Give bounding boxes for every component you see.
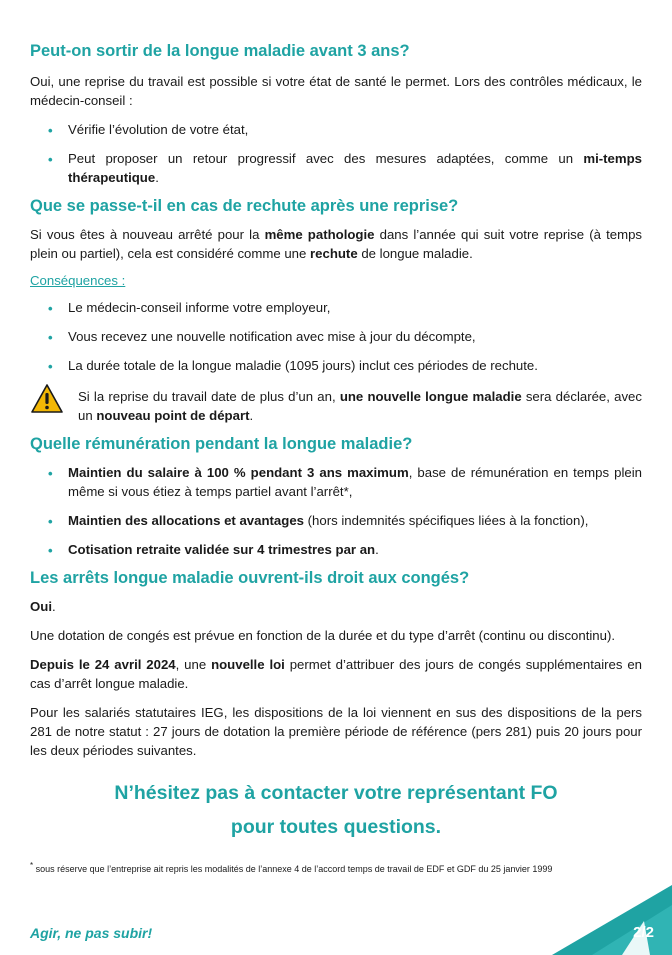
- cta-line-2: pour toutes questions.: [230, 816, 442, 838]
- bullet-icon: •: [48, 301, 53, 316]
- footnote: * sous réserve que l’entreprise ait repris les modalités de l’annexe 4 de l’accord temps de travail de EDF et GDF du 25 janvier 1999: [30, 861, 553, 874]
- section1-list: [30, 120, 642, 187]
- section4-paragraph-3: Pour les salariés statutaires IEG, les dispositions de la loi viennent en sus des dispositions de la pers 281 de notre statut : 27 jours de dotation la première période de référence (pers 281) puis 20 jours pour les deux périodes suivantes.: [30, 705, 642, 758]
- bullet-icon: •: [48, 466, 53, 481]
- warning-icon: [30, 383, 64, 415]
- section2-paragraph: Si vous êtes à nouveau arrêté pour la même pathologie dans l’année qui suit votre reprise (à temps plein ou partiel), cela est considéré comme une rechute de longue maladie.: [30, 227, 642, 261]
- warning-note: Si la reprise du travail date de plus d’un an, une nouvelle longue maladie sera déclarée, avec un nouveau point de départ.: [30, 387, 642, 425]
- section-title-sortir: Peut-on sortir de la longue maladie avant 3 ans?: [30, 42, 410, 60]
- list-item: • Cotisation retraite validée sur 4 trimestres par an.: [48, 542, 379, 558]
- section4-paragraph-2: Depuis le 24 avril 2024, une nouvelle loi permet d’attribuer des jours de congés supplémentaires en cas d’arrêt longue maladie.: [30, 657, 643, 691]
- oui-answer: Oui.: [30, 599, 56, 614]
- consequences-list: [30, 298, 642, 375]
- corner-decoration: [552, 885, 672, 955]
- remuneration-list: [30, 463, 642, 559]
- bullet-icon: •: [48, 359, 53, 374]
- list-item: • Peut proposer un retour progressif avec des mesures adaptées, comme un mi-temps thérapeutique.: [48, 151, 642, 185]
- page-content: [30, 40, 642, 875]
- bullet-icon: •: [48, 543, 53, 558]
- bullet-icon: •: [48, 514, 53, 529]
- list-item: • Maintien des allocations et avantages (hors indemnités spécifiques liées à la fonction),: [48, 513, 589, 529]
- footer-slogan: Agir, ne pas subir!: [30, 925, 153, 941]
- list-item: • Vous recevez une nouvelle notification avec mise à jour du décompte,: [48, 329, 476, 345]
- section-title-remuneration: Quelle rémunération pendant la longue maladie?: [30, 435, 413, 453]
- list-item: • La durée totale de la longue maladie (1095 jours) inclut ces périodes de rechute.: [48, 358, 538, 374]
- bullet-icon: •: [48, 123, 53, 138]
- section-title-rechute: Que se passe-t-il en cas de rechute après une reprise?: [30, 197, 459, 215]
- section-title-conges: Les arrêts longue maladie ouvrent-ils droit aux congés?: [30, 569, 470, 587]
- section4-paragraph-1: Une dotation de congés est prévue en fonction de la durée et du type d’arrêt (continu ou discontinu).: [30, 628, 616, 643]
- section1-intro: Oui, une reprise du travail est possible si votre état de santé le permet. Lors des contrôles médicaux, le médecin-conseil :: [30, 74, 642, 108]
- page-number: 2/2: [633, 924, 654, 941]
- list-item: • Vérifie l’évolution de votre état,: [48, 122, 249, 138]
- consequences-label: Conséquences :: [30, 273, 126, 288]
- list-item: • Le médecin-conseil informe votre employeur,: [48, 300, 331, 316]
- list-item: • Maintien du salaire à 100 % pendant 3 ans maximum, base de rémunération en temps plein même si vous étiez à temps partiel avant l’arrêt*,: [48, 465, 642, 499]
- bullet-icon: •: [48, 152, 53, 167]
- bullet-icon: •: [48, 330, 53, 345]
- contact-cta: [30, 776, 642, 844]
- cta-line-1: N’hésitez pas à contacter votre représentant FO: [114, 782, 558, 804]
